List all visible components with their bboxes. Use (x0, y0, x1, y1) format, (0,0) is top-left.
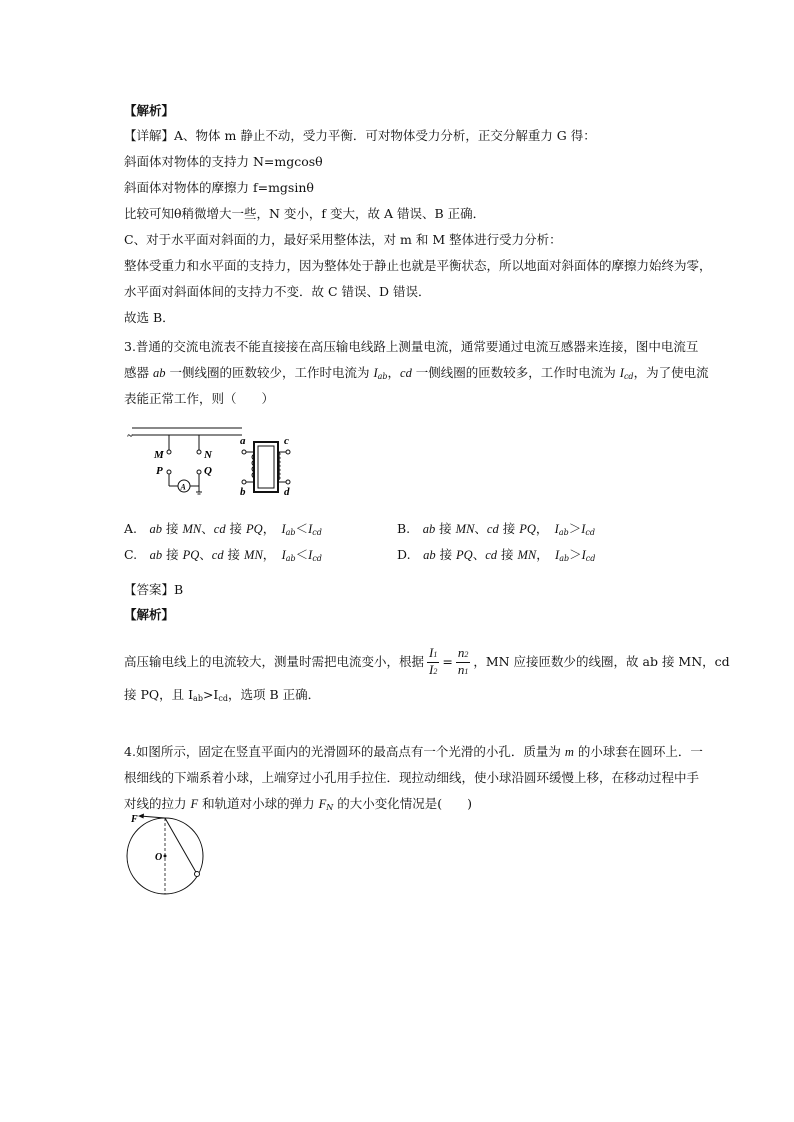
ball (195, 872, 200, 877)
ratio-fraction-right: $\frac{n2}{n1}$ (457, 645, 469, 677)
q3-explain-line-2: 接 PQ，且 $I_{ab}>I_{cd}$，选项 B 正确． (124, 687, 321, 703)
arrow-head-icon (138, 814, 144, 819)
label-a: a (240, 435, 246, 447)
label-o: O (155, 852, 163, 863)
q3-analysis-heading: 【解析】 (124, 607, 175, 622)
q4-stem-line-2: 根细线的下端系着小球，上端穿过小孔用手拉住．现拉动细线，使小球沿圆环缓慢上移，在移动过程中手 (124, 770, 700, 785)
label-q: Q (204, 465, 212, 477)
terminal-p (167, 470, 171, 474)
q3-stem-line-3: 表能正常工作，则（ ） (124, 391, 275, 406)
q3-option-c: C. ab 接 PQ、cd 接 MN， $I_{ab}<I_{cd}$ (124, 547, 322, 563)
detail-line-8: 故选 B． (124, 310, 175, 325)
q4-stem-line-3: 对线的拉力 F 和轨道对小球的弹力 $F_N$ 的大小变化情况是( ) (124, 796, 472, 812)
center-point (164, 855, 167, 858)
q3-stem-line-1: 3.普通的交流电流表不能直接接在高压输电线路上测量电流，通常要通过电流互感器来连接，图中电流互 (124, 339, 699, 354)
q3-circuit-figure (124, 422, 304, 500)
label-c: c (284, 435, 289, 447)
detail-line-3: 斜面体对物体的摩擦力 f=mgsinθ (124, 180, 314, 195)
q3-explain-line-1: 高压输电线上的电流较大，测量时需把电流变小，根据 $\frac{I1}{I2}$ = $\frac{n2}{n1}$ ，MN 应接匝数少的线圈，故 ab 接 MN，cd (124, 645, 730, 677)
label-n: N (204, 449, 212, 461)
detail-line-1: 【详解】A、物体 m 静止不动，受力平衡．可对物体受力分析，正交分解重力 G 得： (124, 128, 596, 143)
ammeter-label: A (180, 482, 186, 492)
ac-symbol: ~ (127, 431, 133, 442)
detail-line-6: 整体受重力和水平面的支持力，因为整体处于静止也就是平衡状态，所以地面对斜面体的摩擦力始终为零， (124, 258, 712, 273)
detail-line-7: 水平面对斜面体间的支持力不变．故 C 错误、D 错误． (124, 284, 431, 299)
label-f: F (131, 814, 138, 825)
q3-option-d: D. ab 接 PQ、cd 接 MN， $I_{ab}>I_{cd}$ (397, 547, 596, 563)
detail-line-5: C、对于水平面对斜面的力，最好采用整体法，对 m 和 M 整体进行受力分析： (124, 232, 562, 247)
q4-ring-figure (120, 810, 220, 900)
q3-answer: 【答案】B (124, 582, 184, 597)
ratio-fraction-left: $\frac{I1}{I2}$ (429, 645, 438, 677)
label-m: M (154, 449, 164, 461)
label-p: P (156, 465, 163, 477)
q3-stem-line-2: 感器 ab 一侧线圈的匝数较少，工作时电流为 $I_{ab}$，cd 一侧线圈的匝数较多，工作时电流为 $I_{cd}$，为了使电流 (124, 365, 709, 381)
q4-stem-line-1: 4.如图所示，固定在竖直平面内的光滑圆环的最高点有一个光滑的小孔．质量为 m 的小球套在圆环上．一 (124, 744, 703, 759)
q3-option-a: A. ab 接 MN、cd 接 PQ， $I_{ab}<I_{cd}$ (124, 521, 322, 537)
label-d: d (284, 486, 290, 498)
q3-option-b: B. ab 接 MN、cd 接 PQ， $I_{ab}>I_{cd}$ (397, 521, 595, 537)
detail-line-2: 斜面体对物体的支持力 N=mgcosθ (124, 154, 323, 169)
terminal-n (197, 450, 201, 454)
label-b: b (240, 486, 246, 498)
string-line (165, 818, 197, 874)
detail-line-4: 比较可知θ稍微增大一些，N 变小，f 变大，故 A 错误、B 正确． (124, 206, 486, 221)
terminal-q (197, 470, 201, 474)
analysis-heading: 【解析】 (124, 103, 175, 118)
force-arrow (140, 816, 165, 818)
terminal-m (167, 450, 171, 454)
